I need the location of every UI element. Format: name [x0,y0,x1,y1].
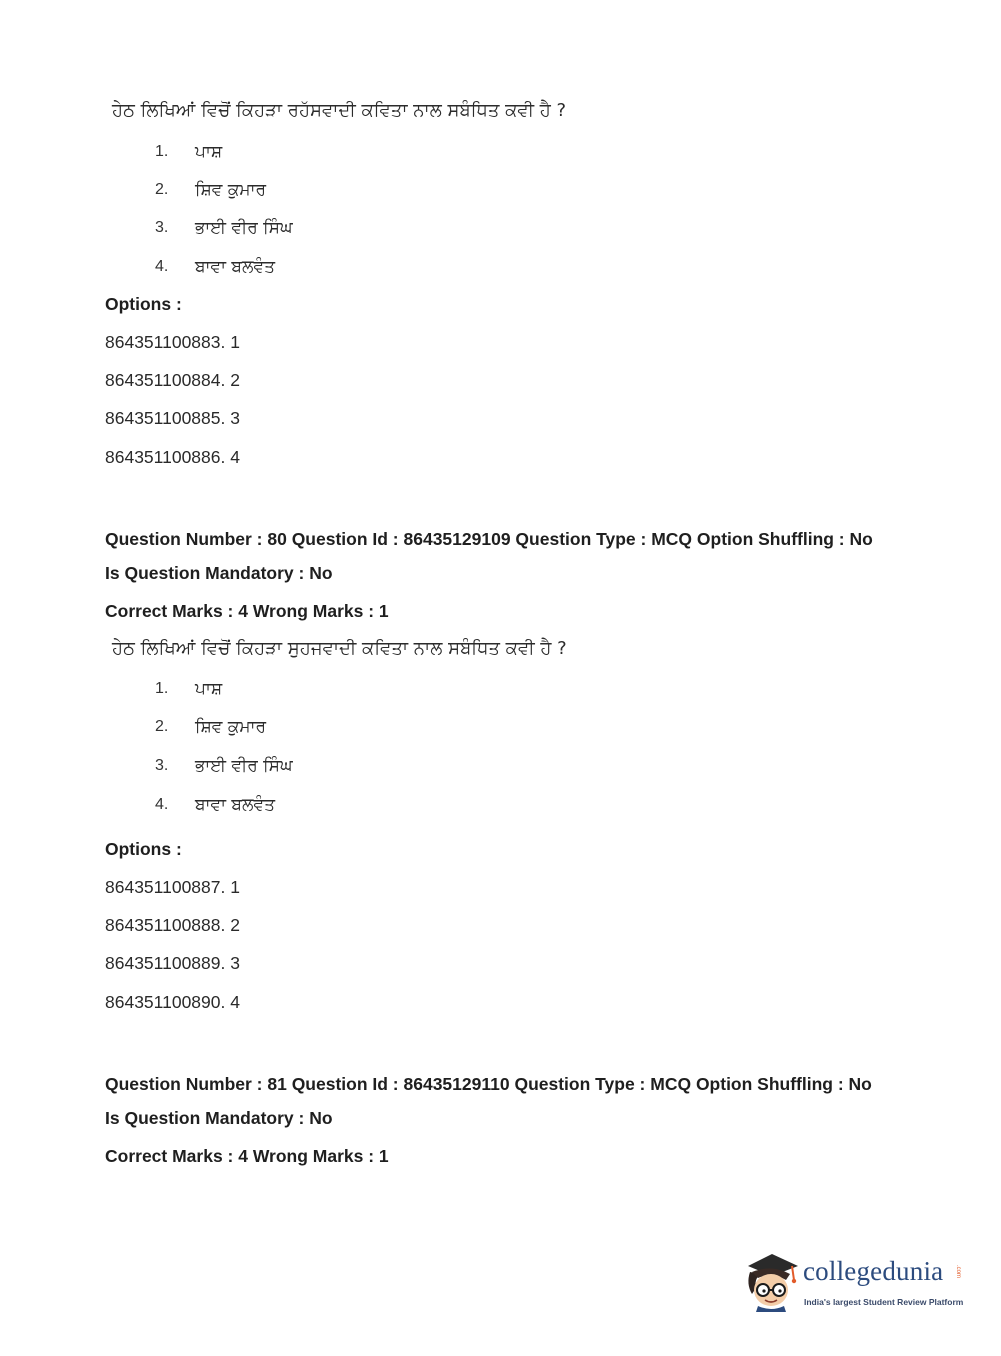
answer-item-number: 3. [155,757,169,774]
answer-item-number: 2. [155,718,169,735]
question-header: Question Number : 80 Question Id : 86435129109 Question Type : MCQ Option Shuffling : No [105,529,873,549]
option-row: 864351100890. 4 [105,992,240,1012]
options-label: Options : [105,294,182,314]
logo-domain-suffix: .com [955,1265,961,1279]
answer-item-number: 3. [155,219,169,236]
option-row: 864351100886. 4 [105,447,240,467]
answer-item-text: ਭਾਈ ਵੀਰ ਸਿੰਘ [195,756,293,776]
option-row: 864351100884. 2 [105,370,240,390]
answer-item-text: ਸ਼ਿਵ ਕੁਮਾਰ [195,180,267,200]
answer-item-text: ਪਾਸ਼ [195,142,223,162]
logo-tagline: India's largest Student Review Platform [804,1297,964,1307]
answer-item-1 [155,679,222,699]
logo-wordmark: collegedunia [803,1256,944,1286]
question-header: Question Number : 81 Question Id : 86435129110 Question Type : MCQ Option Shuffling : No [105,1074,872,1094]
answer-item-number: 4. [155,796,169,813]
answer-item-4 [155,795,275,815]
option-row: 864351100887. 1 [105,877,240,897]
answer-item-2 [155,717,266,737]
mascot-icon [742,1250,802,1312]
option-row: 864351100888. 2 [105,915,240,935]
question-text-80: ਹੇਠ ਲਿਖਿਆਂ ਵਿਚੋਂ ਕਿਹੜਾ ਸੁਹਜਵਾਦੀ ਕਵਿਤਾ ਨਾਲ ਸਬੰਧਿਤ ਕਵੀ ਹੈ ? [112,638,567,659]
answer-item-3 [155,756,293,776]
answer-item-4 [155,257,275,277]
answer-item-number: 1. [155,680,169,697]
option-row: 864351100885. 3 [105,408,240,428]
question-marks: Correct Marks : 4 Wrong Marks : 1 [105,1146,389,1166]
question-mandatory: Is Question Mandatory : No [105,1108,333,1128]
option-row: 864351100889. 3 [105,953,240,973]
answer-item-3 [155,218,293,238]
collegedunia-logo[interactable] [742,1248,972,1318]
answer-item-number: 2. [155,181,169,198]
question-marks: Correct Marks : 4 Wrong Marks : 1 [105,601,389,621]
answer-item-text: ਸ਼ਿਵ ਕੁਮਾਰ [195,717,267,737]
answer-item-text: ਬਾਵਾ ਬਲਵੰਤ [195,795,275,815]
answer-item-text: ਬਾਵਾ ਬਲਵੰਤ [195,257,275,277]
question-text-79: ਹੇਠ ਲਿਖਿਆਂ ਵਿਚੋਂ ਕਿਹੜਾ ਰਹੱਸਵਾਦੀ ਕਵਿਤਾ ਨਾਲ ਸਬੰਧਿਤ ਕਵੀ ਹੈ ? [112,100,567,121]
option-row: 864351100883. 1 [105,332,240,352]
options-label: Options : [105,839,182,859]
answer-item-2 [155,180,266,200]
answer-item-number: 4. [155,258,169,275]
answer-item-text: ਪਾਸ਼ [195,679,223,699]
answer-item-1 [155,142,222,162]
question-mandatory: Is Question Mandatory : No [105,563,333,583]
answer-item-text: ਭਾਈ ਵੀਰ ਸਿੰਘ [195,218,293,238]
answer-item-number: 1. [155,143,169,160]
